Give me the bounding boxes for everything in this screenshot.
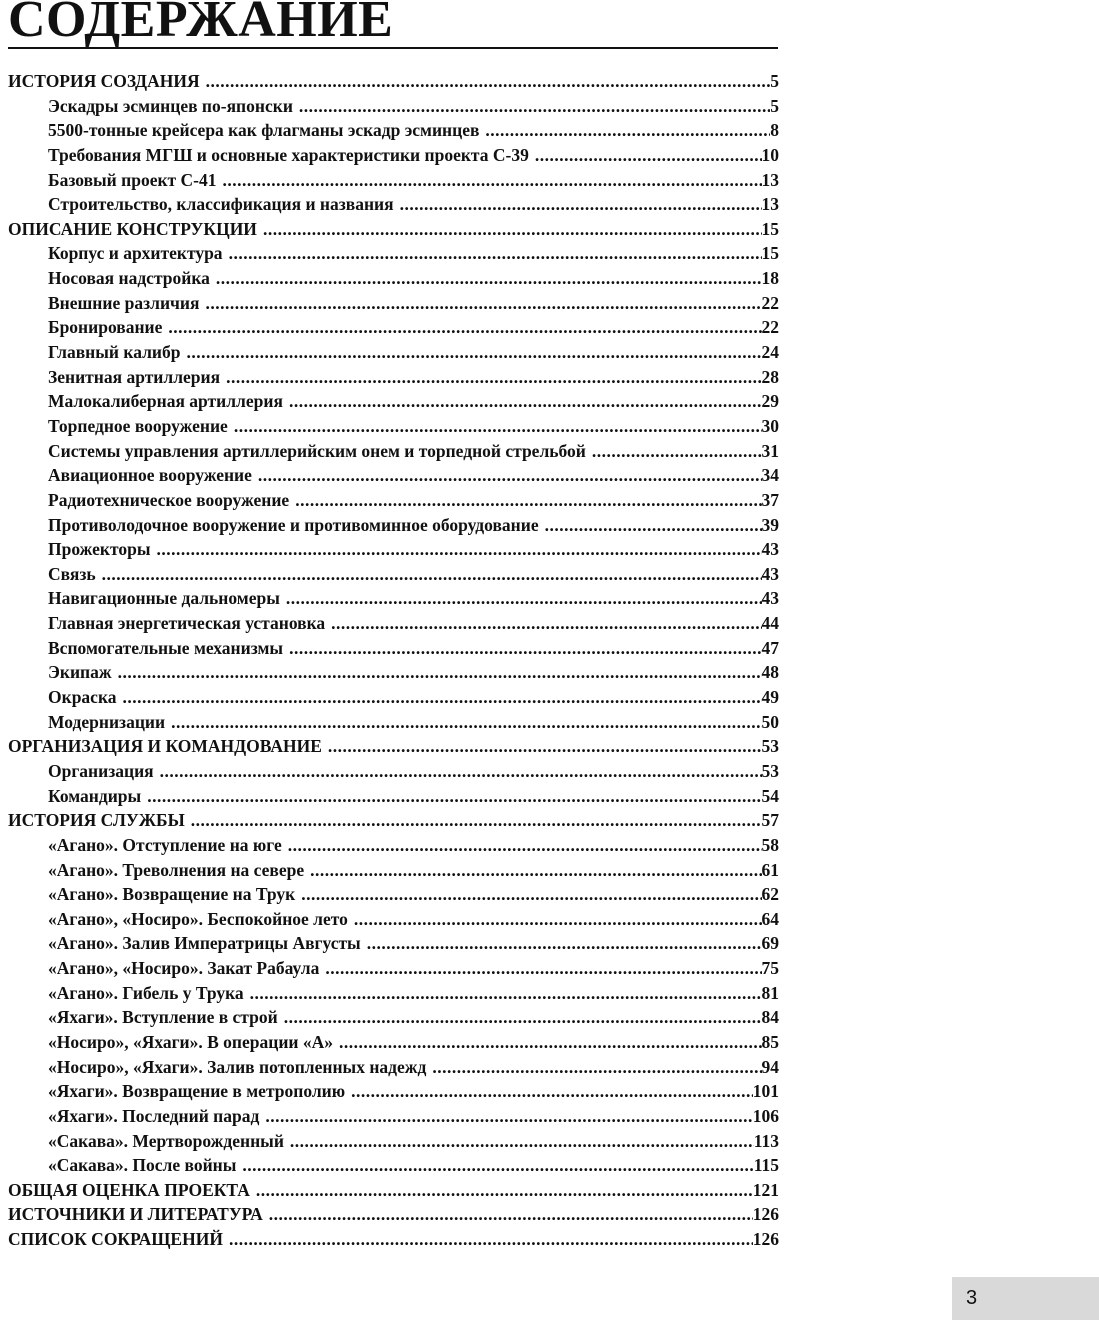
toc-dot-leader [304,860,761,881]
toc-entry-label: Системы управления артиллерийским онем и торпедной стрельбой [48,440,586,461]
toc-page-number: 15 [761,218,779,239]
toc-page-number: 54 [761,785,779,806]
toc-dot-leader [278,1007,762,1028]
toc-subsection-entry [8,1081,779,1106]
toc-subsection-entry [8,515,779,540]
toc-subsection-entry [8,539,779,564]
toc-page-number: 8 [770,120,779,141]
toc-dot-leader [322,736,762,757]
page-number-tab [952,1277,1099,1320]
toc-subsection-entry [8,416,779,441]
toc-dot-leader [283,391,762,412]
toc-subsection-entry [8,490,779,515]
toc-entry-label: 5500-тонные крейсера как флагманы эскадр эсминцев [48,120,480,141]
toc-entry-label: «Агано». Отступление на юге [48,834,282,855]
toc-entry-label: Окраска [48,687,117,708]
toc-entry-label: «Яхаги». Вступление в строй [48,1007,278,1028]
toc-subsection-entry [8,391,779,416]
toc-page-number: 126 [752,1204,779,1225]
toc-page-number: 84 [761,1007,779,1028]
toc-dot-leader [252,465,762,486]
toc-entry-label: «Яхаги». Возвращение в метрополию [48,1081,346,1102]
toc-entry-label: Носовая надстройка [48,268,210,289]
toc-page-number: 75 [761,958,779,979]
toc-entry-label: Экипаж [48,662,112,683]
toc-entry-label: Радиотехническое вооружение [48,489,290,510]
toc-dot-leader [181,342,762,363]
toc-page-number: 50 [761,711,779,732]
toc-entry-label: Внешние различия [48,292,200,313]
toc-page-number: 121 [752,1179,779,1200]
toc-subsection-entry [8,268,779,293]
toc-dot-leader [257,219,762,240]
toc-subsection-entry [8,835,779,860]
toc-page-number: 43 [761,563,779,584]
toc-entry-label: Зенитная артиллерия [48,366,221,387]
toc-page-number: 18 [761,268,779,289]
toc-page-number: 47 [761,637,779,658]
toc-entry-label: Требования МГШ и основные характеристики проекта С-39 [48,144,529,165]
toc-dot-leader [112,662,762,683]
toc-page-number: 113 [753,1130,779,1151]
toc-entry-label: Вспомогательные механизмы [48,637,284,658]
toc-subsection-entry [8,687,779,712]
toc-subsection-entry [8,564,779,589]
toc-entry-label: Командиры [48,785,142,806]
toc-page-number: 58 [761,834,779,855]
toc-entry-label: ОПИСАНИЕ КОНСТРУКЦИИ [8,218,257,239]
toc-subsection-entry [8,1057,779,1082]
toc-dot-leader [228,416,762,437]
toc-page-number: 48 [761,662,779,683]
toc-subsection-entry [8,884,779,909]
toc-entry-label: Связь [48,563,96,584]
toc-dot-leader [250,1180,753,1201]
toc-entry-label: ИСТОРИЯ СЛУЖБЫ [8,810,185,831]
toc-dot-leader [199,293,761,314]
toc-subsection-entry [8,317,779,342]
toc-page-number: 15 [761,243,779,264]
toc-entry-label: Модернизации [48,711,166,732]
toc-entry-label: Торпедное вооружение [48,415,228,436]
toc-dot-leader [200,71,771,92]
toc-entry-label: Эскадры эсминцев по-японски [48,95,293,116]
toc-entry-label: Организация [48,760,154,781]
toc-entry-label: «Сакава». Мертворожденный [48,1130,284,1151]
toc-entry-label: Базовый проект С-41 [48,169,217,190]
toc-subsection-entry [8,933,779,958]
toc-dot-leader [236,1155,753,1176]
toc-entry-label: «Агано». Гибель у Трука [48,982,244,1003]
toc-page-number: 22 [761,317,779,338]
toc-dot-leader [479,120,770,141]
toc-section-entry [8,1229,779,1254]
toc-page-number: 39 [761,514,779,535]
toc-dot-leader [333,1032,761,1053]
toc-subsection-entry [8,860,779,885]
toc-section-entry [8,71,779,96]
toc-subsection-entry [8,194,779,219]
toc-dot-leader [210,268,762,289]
toc-subsection-entry [8,1007,779,1032]
toc-entry-label: «Агано», «Носиро». Беспокойное лето [48,908,348,929]
toc-section-entry [8,736,779,761]
toc-entry-label: «Агано». Залив Императрицы Августы [48,933,361,954]
toc-dot-leader [289,490,761,511]
toc-entry-label: ОРГАНИЗАЦИЯ И КОМАНДОВАНИЕ [8,736,322,757]
toc-page-number: 13 [761,169,779,190]
toc-subsection-entry [8,909,779,934]
toc-subsection-entry [8,441,779,466]
toc-page-number: 53 [761,760,779,781]
toc-subsection-entry [8,613,779,638]
toc-dot-leader [165,712,761,733]
toc-page-number: 30 [761,415,779,436]
toc-entry-label: ИСТОЧНИКИ И ЛИТЕРАТУРА [8,1204,263,1225]
toc-dot-leader [319,958,761,979]
toc-page-number: 115 [753,1155,779,1176]
toc-dot-leader [117,687,762,708]
toc-page-number: 126 [752,1229,779,1250]
toc-entry-label: Главная энергетическая установка [48,613,326,634]
toc-page-number: 10 [761,144,779,165]
toc-subsection-entry [8,342,779,367]
toc-page-number: 69 [761,933,779,954]
toc-page-number: 24 [761,342,779,363]
toc-page-number: 5 [770,71,779,91]
toc-page-number: 44 [761,613,779,634]
toc-section-entry [8,1180,779,1205]
toc-dot-leader [217,170,762,191]
toc-section-entry [8,1204,779,1229]
toc-entry-label: «Носиро», «Яхаги». Залив потопленных надежд [48,1056,427,1077]
toc-page-number: 5 [770,95,779,116]
toc-subsection-entry [8,1155,779,1180]
toc-page-number: 106 [752,1105,779,1126]
toc-dot-leader [529,145,762,166]
toc-dot-leader [348,909,762,930]
toc-entry-label: Навигационные дальномеры [48,588,280,609]
toc-dot-leader [280,588,762,609]
toc-entry-label: Авиационное вооружение [48,465,252,486]
toc-section-entry [8,219,779,244]
toc-subsection-entry [8,761,779,786]
toc-page-number: 34 [761,465,779,486]
toc-subsection-entry [8,1106,779,1131]
toc-dot-leader [325,613,761,634]
toc-subsection-entry [8,662,779,687]
toc-subsection-entry [8,1131,779,1156]
toc-entry-label: Главный калибр [48,342,181,363]
toc-dot-leader [282,835,762,856]
toc-entry-label: Строительство, классификация и названия [48,194,394,215]
toc-dot-leader [586,441,762,462]
toc-dot-leader [223,243,762,264]
toc-dot-leader [426,1057,761,1078]
toc-page-number: 62 [761,884,779,905]
toc-entry-label: «Агано». Возвращение на Трук [48,884,296,905]
toc-dot-leader [154,761,762,782]
toc-page-number: 101 [752,1081,779,1102]
toc-entry-label: «Носиро», «Яхаги». В операции «А» [48,1031,334,1052]
toc-entry-label: ОБЩАЯ ОЦЕНКА ПРОЕКТА [8,1179,250,1200]
toc-entry-label: «Сакава». После войны [48,1155,237,1176]
toc-page-number: 64 [761,908,779,929]
toc-page-number: 81 [761,982,779,1003]
toc-dot-leader [394,194,762,215]
toc-dot-leader [244,983,762,1004]
toc-subsection-entry [8,120,779,145]
toc-entry-label: Противолодочное вооружение и противоминное оборудование [48,514,539,535]
toc-subsection-entry [8,958,779,983]
toc-page-number: 31 [761,440,779,461]
toc-subsection-entry [8,786,779,811]
toc-dot-leader [150,539,761,560]
toc-dot-leader [283,638,761,659]
table-of-contents [8,71,779,1254]
toc-dot-leader [345,1081,753,1102]
toc-dot-leader [141,786,761,807]
toc-entry-label: Бронирование [48,317,163,338]
toc-dot-leader [223,1229,753,1250]
toc-page-number: 94 [761,1056,779,1077]
toc-page-number: 85 [761,1031,779,1052]
toc-subsection-entry [8,145,779,170]
toc-dot-leader [284,1131,754,1152]
toc-entry-label: ИСТОРИЯ СОЗДАНИЯ [8,71,200,91]
page-title: СОДЕРЖАНИЕ [8,0,394,48]
toc-page-number: 61 [761,859,779,880]
toc-page-number: 43 [761,588,779,609]
toc-dot-leader [295,884,761,905]
toc-subsection-entry [8,170,779,195]
toc-subsection-entry [8,367,779,392]
toc-section-entry [8,810,779,835]
toc-dot-leader [361,933,762,954]
toc-dot-leader [293,96,770,117]
toc-subsection-entry [8,243,779,268]
toc-page-number: 29 [761,391,779,412]
toc-page-number: 57 [761,810,779,831]
toc-dot-leader [263,1204,753,1225]
toc-page-number: 43 [761,539,779,560]
toc-entry-label: «Яхаги». Последний парад [48,1105,260,1126]
toc-dot-leader [259,1106,752,1127]
toc-page-number: 37 [761,489,779,510]
toc-page-number: 28 [761,366,779,387]
toc-subsection-entry [8,465,779,490]
toc-subsection-entry [8,96,779,121]
page-number: 3 [966,1287,978,1309]
toc-dot-leader [539,515,762,536]
toc-dot-leader [220,367,761,388]
toc-entry-label: «Агано». Треволнения на севере [48,859,305,880]
toc-dot-leader [162,317,761,338]
toc-subsection-entry [8,638,779,663]
toc-page-number: 53 [761,736,779,757]
toc-entry-label: СПИСОК СОКРАЩЕНИЙ [8,1229,223,1250]
toc-entry-label: «Агано», «Носиро». Закат Рабаула [48,958,320,979]
toc-page-number: 49 [761,687,779,708]
toc-subsection-entry [8,712,779,737]
toc-subsection-entry [8,1032,779,1057]
toc-page-number: 13 [761,194,779,215]
toc-entry-label: Корпус и архитектура [48,243,223,264]
title-rule [8,47,778,49]
toc-subsection-entry [8,983,779,1008]
toc-dot-leader [96,564,762,585]
toc-subsection-entry [8,293,779,318]
toc-entry-label: Малокалиберная артиллерия [48,391,283,412]
toc-subsection-entry [8,588,779,613]
toc-entry-label: Прожекторы [48,539,151,560]
toc-page-number: 22 [761,292,779,313]
toc-dot-leader [185,810,762,831]
